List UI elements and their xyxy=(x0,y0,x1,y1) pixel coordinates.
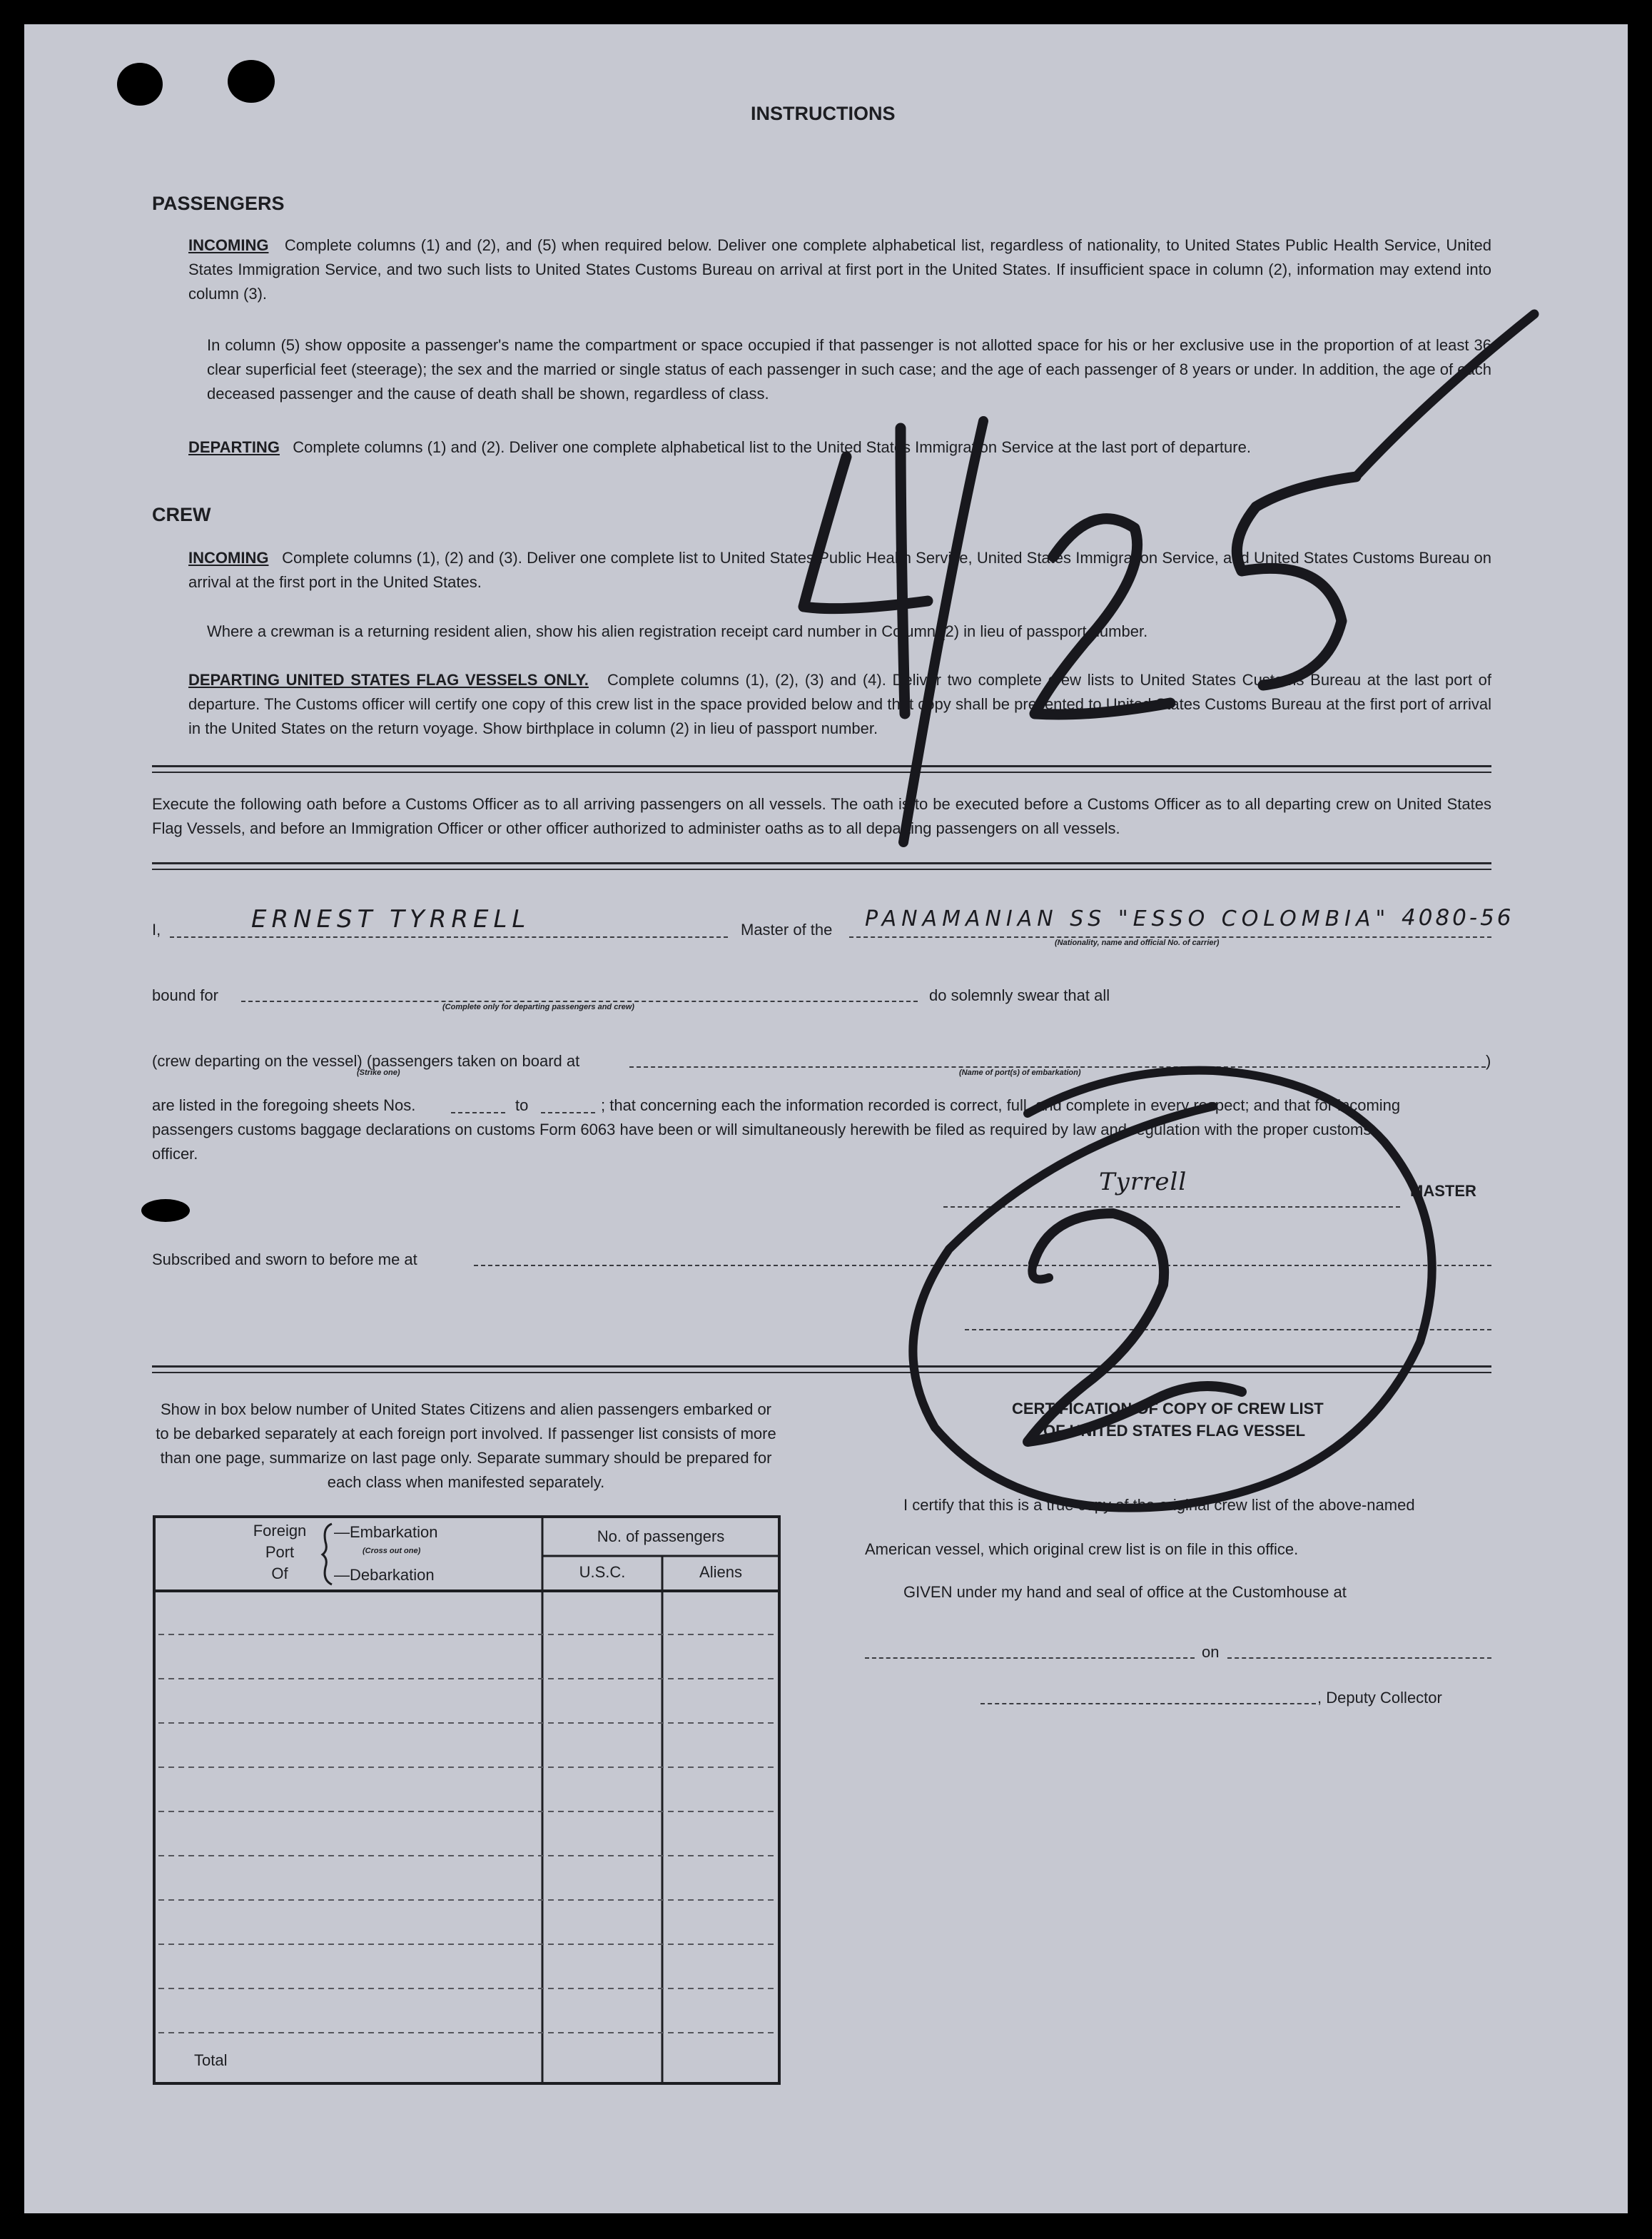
crew-heading: CREW xyxy=(152,504,211,525)
passengers-incoming-label: INCOMING xyxy=(188,236,269,254)
passengers-incoming-text: Complete columns (1) and (2), and (5) when required below. Deliver one complete alphabetical list, regardless of nationality, to United States Public Health Service, United States Immigration Service, and two such lists to United States Customs Bureau on arrival at first port in the United States. If insufficient space in column (2), information may extend into column (3). xyxy=(188,236,1491,303)
subscribed-label: Subscribed and sworn to before me at xyxy=(152,1250,417,1268)
oath-i-label: I, xyxy=(152,921,161,939)
bound-for-caption: (Complete only for departing passengers and crew) xyxy=(442,1003,634,1011)
certification-heading-2: OF UNITED STATES FLAG VESSEL xyxy=(1043,1422,1306,1440)
resident-alien-text: Where a crewman is a returning resident alien, show his alien registration receipt card number in Column (2) in lieu of passport number. xyxy=(207,622,1148,640)
strike-caption: (Strike one) xyxy=(357,1068,400,1077)
ports-caption: (Name of port(s) of embarkation) xyxy=(959,1068,1081,1077)
deputy-label: , Deputy Collector xyxy=(1317,1689,1442,1707)
master-label: MASTER xyxy=(1410,1182,1476,1200)
on-label: on xyxy=(1202,1643,1220,1661)
col-aliens: Aliens xyxy=(699,1563,742,1581)
col-usc: U.S.C. xyxy=(579,1563,626,1581)
vessel-handwritten: PANAMANIAN SS "ESSO COLOMBIA" xyxy=(865,906,1391,931)
certification-heading-1: CERTIFICATION OF COPY OF CREW LIST xyxy=(1012,1400,1324,1417)
col-embarkation: —Embarkation xyxy=(334,1523,438,1541)
master-of-label: Master of the xyxy=(741,921,833,939)
oath-intro: Execute the following oath before a Customs Officer as to all arriving passengers on all vessels. The oath is to be executed before a Customs Officer as to all departing crew on United States Flag Vessels, and before an Immigration Officer or other officer authorized to administer oaths as to all departing passengers on all vessels. xyxy=(152,795,1491,837)
crew-incoming-label: INCOMING xyxy=(188,549,269,567)
given-text: GIVEN under my hand and seal of office at the Customhouse at xyxy=(903,1583,1347,1601)
summary-instructions: Show in box below number of United States Citizens and alien passengers embarked or to be debarked separately at each foreign port involved. If passenger list consists of more than one page, summarize on last page only. Separate summary should be prepared for each class when manifested separately. xyxy=(156,1400,776,1491)
col-debarkation: —Debarkation xyxy=(334,1566,435,1584)
vessel-caption: (Nationality, name and official No. of carrier) xyxy=(1055,939,1220,947)
master-name-handwritten: ERNEST TYRRELL xyxy=(251,905,531,934)
close-paren: ) xyxy=(1486,1052,1491,1070)
col-of: Of xyxy=(271,1565,288,1582)
master-signature: Tyrrell xyxy=(1099,1168,1187,1196)
official-number-handwritten: 4080-56 xyxy=(1402,905,1514,931)
passengers-departing-label: DEPARTING xyxy=(188,438,280,456)
listed-text-line3: officer. xyxy=(152,1145,198,1163)
col-no-passengers: No. of passengers xyxy=(597,1527,725,1545)
crew-departing-text: Complete columns (1), (2), (3) and (4). Deliver two complete crew lists to United States Customs Bureau at the last port of departure. The Customs officer will certify one copy of this crew list in the space provided below and that copy shall be presented to United States Customs Bureau at the first port of arrival in the United States on the return voyage. Show birthplace in column (2) in lieu of passport number. xyxy=(188,671,1491,737)
crew-departing-label: DEPARTING UNITED STATES FLAG VESSELS ONLY. xyxy=(188,671,589,689)
column5-text: In column (5) show opposite a passenger's name the compartment or space occupied if that passenger is not allotted space for his or her exclusive use in the proportion of at least 36 clear superficial feet (steerage); the sex and the married or single status of each passenger in such case; and the age of each passenger of 8 years or under. In addition, the age of each deceased passenger and the cause of death shall be shown, regardless of class. xyxy=(207,336,1491,403)
col-cross-out: (Cross out one) xyxy=(363,1547,421,1555)
col-foreign: Foreign xyxy=(253,1522,307,1540)
listed-text-line1: ; that concerning each the information recorded is correct, full, and complete in every respect; and that for incoming xyxy=(601,1096,1401,1114)
crew-passengers-label: (crew departing on the vessel) (passengers taken on board at xyxy=(152,1052,580,1070)
crew-incoming-text: Complete columns (1), (2) and (3). Deliver one complete list to United States Public Health Service, United States Immigration Service, and United States Customs Bureau on arrival at the first port in the United States. xyxy=(188,549,1492,591)
listed-text-line2: passengers customs baggage declarations on customs Form 6063 have been or will simultaneously herewith be filed as required by law and regulation with the proper customs xyxy=(152,1121,1372,1138)
certify-text: I certify that this is a true copy of the original crew list of the above-named xyxy=(903,1496,1415,1514)
page-title: INSTRUCTIONS xyxy=(751,103,896,124)
listed-prefix: are listed in the foregoing sheets Nos. xyxy=(152,1096,416,1114)
total-label: Total xyxy=(194,2051,228,2069)
certify-text-2: American vessel, which original crew list is on file in this office. xyxy=(865,1540,1299,1558)
bound-for-label: bound for xyxy=(152,986,218,1004)
to-label: to xyxy=(515,1096,529,1114)
col-port: Port xyxy=(265,1543,295,1561)
passengers-heading: PASSENGERS xyxy=(152,193,285,214)
passengers-departing-text: Complete columns (1) and (2). Deliver one complete alphabetical list to the United States Immigration Service at the last port of departure. xyxy=(293,438,1251,456)
swear-label: do solemnly swear that all xyxy=(929,986,1110,1004)
